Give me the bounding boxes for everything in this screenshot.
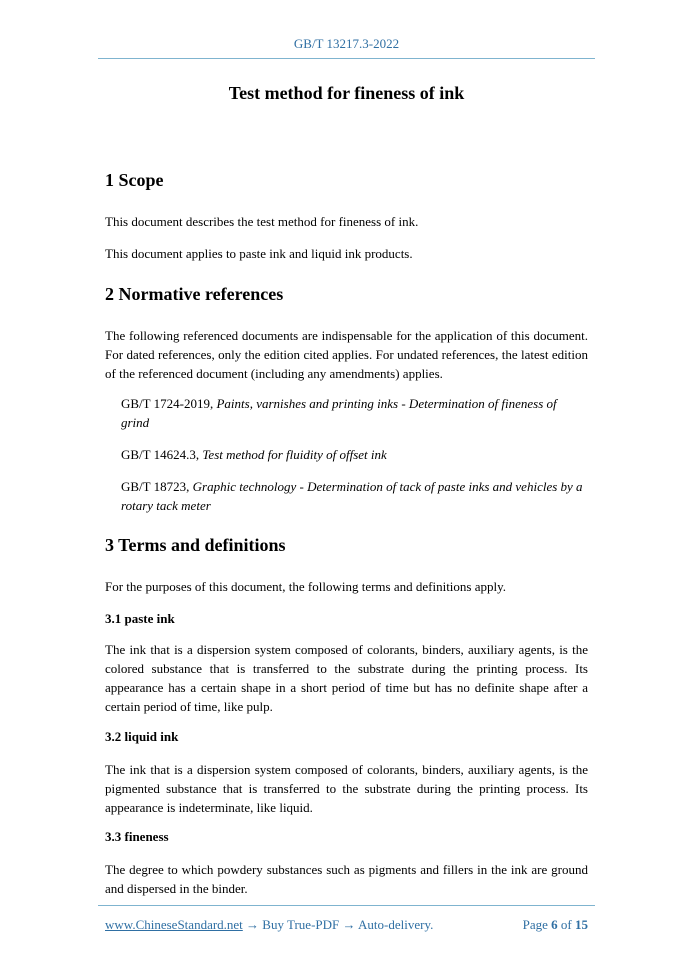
total-pages: 15 bbox=[575, 917, 588, 932]
current-page: 6 bbox=[551, 917, 558, 932]
scope-paragraph-1: This document describes the test method for fineness of ink. bbox=[105, 214, 419, 229]
header-divider bbox=[98, 58, 595, 59]
reference-item bbox=[121, 394, 588, 432]
term-heading-fineness: 3.3 fineness bbox=[105, 829, 169, 844]
scope-paragraph-2: This document applies to paste ink and liquid ink products. bbox=[105, 246, 413, 261]
auto-delivery-text: Auto-delivery. bbox=[358, 917, 434, 932]
footer-divider bbox=[98, 905, 595, 906]
reference-title: Test method for fluidity of offset ink bbox=[202, 447, 387, 462]
reference-item bbox=[121, 477, 588, 515]
arrow-icon: → bbox=[339, 917, 359, 932]
term-heading-liquid-ink: 3.2 liquid ink bbox=[105, 729, 179, 744]
page-label: Page bbox=[522, 917, 552, 932]
term-body-paste-ink: The ink that is a dispersion system composed of colorants, binders, auxiliary agents, is the colored substance that is transferred to the substrate during the printing process. Its appearance has a certain shape in a short period of time but has no definite shape after a certain period of time, like pulp. bbox=[105, 642, 588, 714]
section-heading-scope: 1 Scope bbox=[105, 170, 164, 190]
section-heading-terms: 3 Terms and definitions bbox=[105, 535, 286, 555]
site-link[interactable]: www.ChineseStandard.net bbox=[105, 917, 243, 932]
term-heading-paste-ink: 3.1 paste ink bbox=[105, 611, 175, 626]
term-body-liquid-ink: The ink that is a dispersion system composed of colorants, binders, auxiliary agents, is the pigmented substance that is transferred to the substrate during the printing process. Its appearance is indeterminate, like liquid. bbox=[105, 762, 588, 815]
footer-links bbox=[105, 917, 433, 933]
of-label: of bbox=[557, 917, 575, 932]
header-standard-code: GB/T 13217.3-2022 bbox=[293, 36, 400, 51]
reference-code: GB/T 14624.3, bbox=[121, 447, 203, 462]
document-title: Test method for fineness of ink bbox=[228, 83, 465, 103]
normative-intro: The following referenced documents are indispensable for the application of this document. For dated references, only the edition cited applies. For undated references, the latest edition of the referenced document (including any amendments) applies. bbox=[105, 328, 588, 381]
section-heading-normative: 2 Normative references bbox=[105, 284, 284, 304]
reference-code: GB/T 18723, bbox=[121, 479, 193, 494]
reference-title: Graphic technology - Determination of tack of paste inks and vehicles by a rotary tack meter bbox=[121, 479, 583, 513]
page-number bbox=[523, 917, 588, 933]
reference-item bbox=[121, 445, 588, 464]
reference-code: GB/T 1724-2019, bbox=[121, 396, 217, 411]
buy-pdf-link[interactable]: Buy True-PDF bbox=[262, 917, 340, 932]
arrow-icon: → bbox=[242, 917, 263, 932]
term-body-fineness: The degree to which powdery substances such as pigments and fillers in the ink are ground and dispersed in the binder. bbox=[105, 862, 588, 896]
terms-intro: For the purposes of this document, the following terms and definitions apply. bbox=[105, 579, 507, 594]
reference-title: Paints, varnishes and printing inks - Determination of fineness of grind bbox=[121, 396, 557, 430]
